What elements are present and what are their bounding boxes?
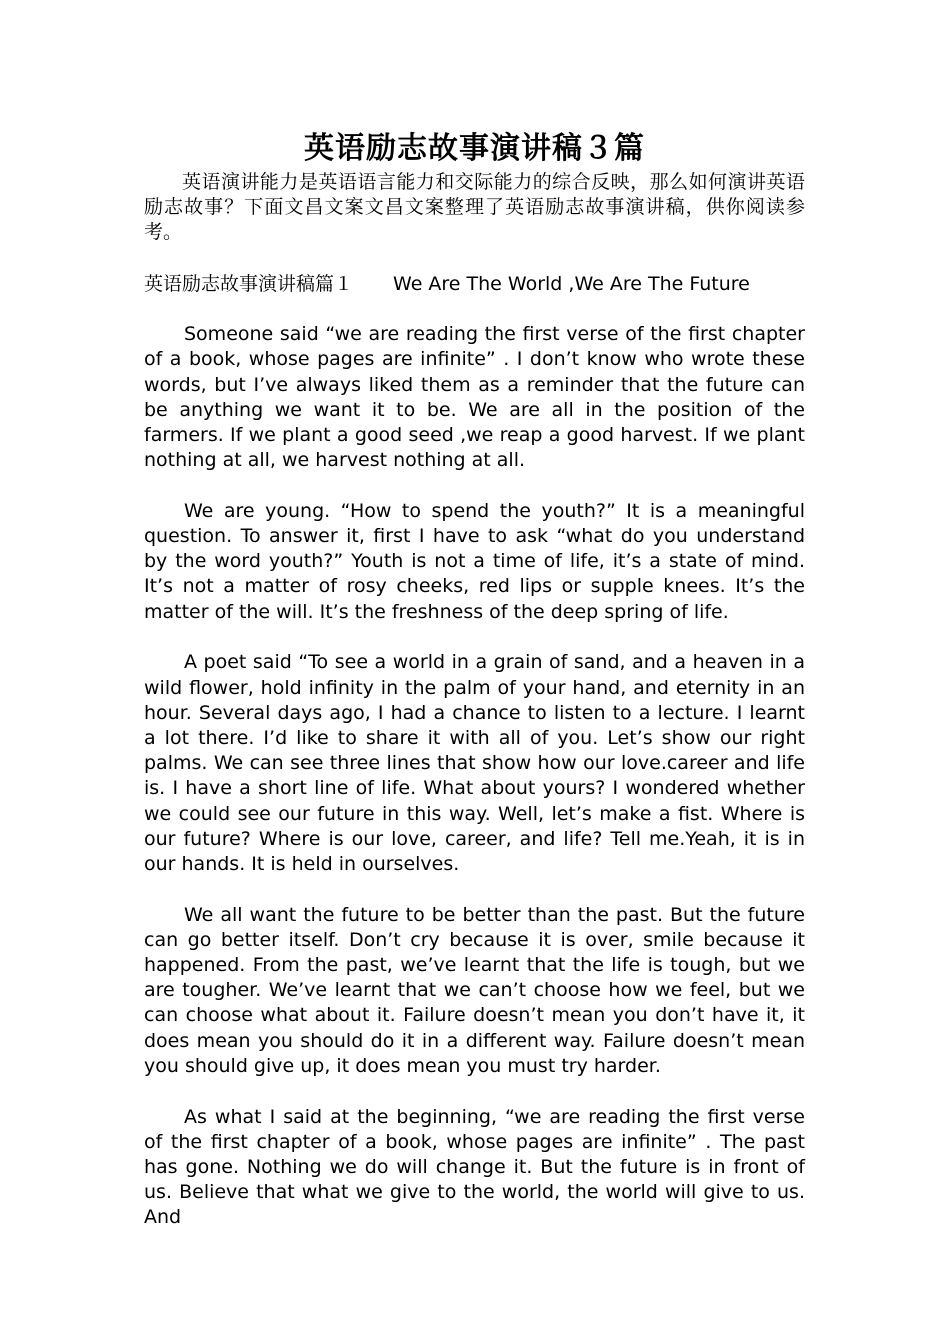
- section-label: 英语励志故事演讲稿篇１: [144, 272, 354, 295]
- section-heading: [144, 272, 805, 297]
- intro-paragraph: 英语演讲能力是英语语言能力和交际能力的综合反映，那么如何演讲英语励志故事？下面文昌文案文昌文案整理了英语励志故事演讲稿，供你阅读参考。: [144, 171, 805, 244]
- section-title: We Are The World ,We Are The Future: [393, 272, 750, 295]
- body-paragraph: As what I said at the beginning, “we are reading the first verse of the first chapter of a book, whose pages are infinite” . The past has gone. Nothing we do will change it. But the future is in front of us. Believe that what we give to the world, the world will give to us. And: [144, 1105, 805, 1229]
- body-paragraph: A poet said “To see a world in a grain of sand, and a heaven in a wild flower, hold infinity in the palm of your hand, and eternity in an hour. Several days ago, I had a chance to listen to a lecture. I learnt a lot there. I’d like to share it with all of you. Let’s show our right palms. We can see three lines that show how our love.career and life is. I have a short line of life. What about yours? I wondered whether we could see our future in this way. Well, let’s make a fist. Where is our future? Where is our love, career, and life? Tell me.Yeah, it is in our hands. It is held in ourselves.: [144, 651, 805, 875]
- body-paragraph: We all want the future to be better than the past. But the future can go better itself. Don’t cry because it is over, smile because it happened. From the past, we’ve learnt that the life is tough, but we are tougher. We’ve learnt that we can’t choose how we feel, but we can choose what about it. Failure doesn’t mean you don’t have it, it does mean you should do it in a different way. Failure doesn’t mean you should give up, it does mean you must try harder.: [144, 903, 805, 1077]
- body-paragraph: Someone said “we are reading the first verse of the first chapter of a book, whose pages are infinite” . I don’t know who wrote these words, but I’ve always liked them as a reminder that the future can be anything we want it to be. We are all in the position of the farmers. If we plant a good seed ,we reap a good harvest. If we plant nothing at all, we harvest nothing at all.: [144, 323, 805, 472]
- document-page: [144, 128, 805, 1231]
- body-paragraph: We are young. “How to spend the youth?” It is a meaningful question. To answer it, first I have to ask “what do you understand by the word youth?” Youth is not a time of life, it’s a state of mind. It’s not a matter of rosy cheeks, red lips or supple knees. It’s the matter of the will. It’s the freshness of the deep spring of life.: [144, 499, 805, 623]
- document-title: 英语励志故事演讲稿３篇: [304, 131, 645, 166]
